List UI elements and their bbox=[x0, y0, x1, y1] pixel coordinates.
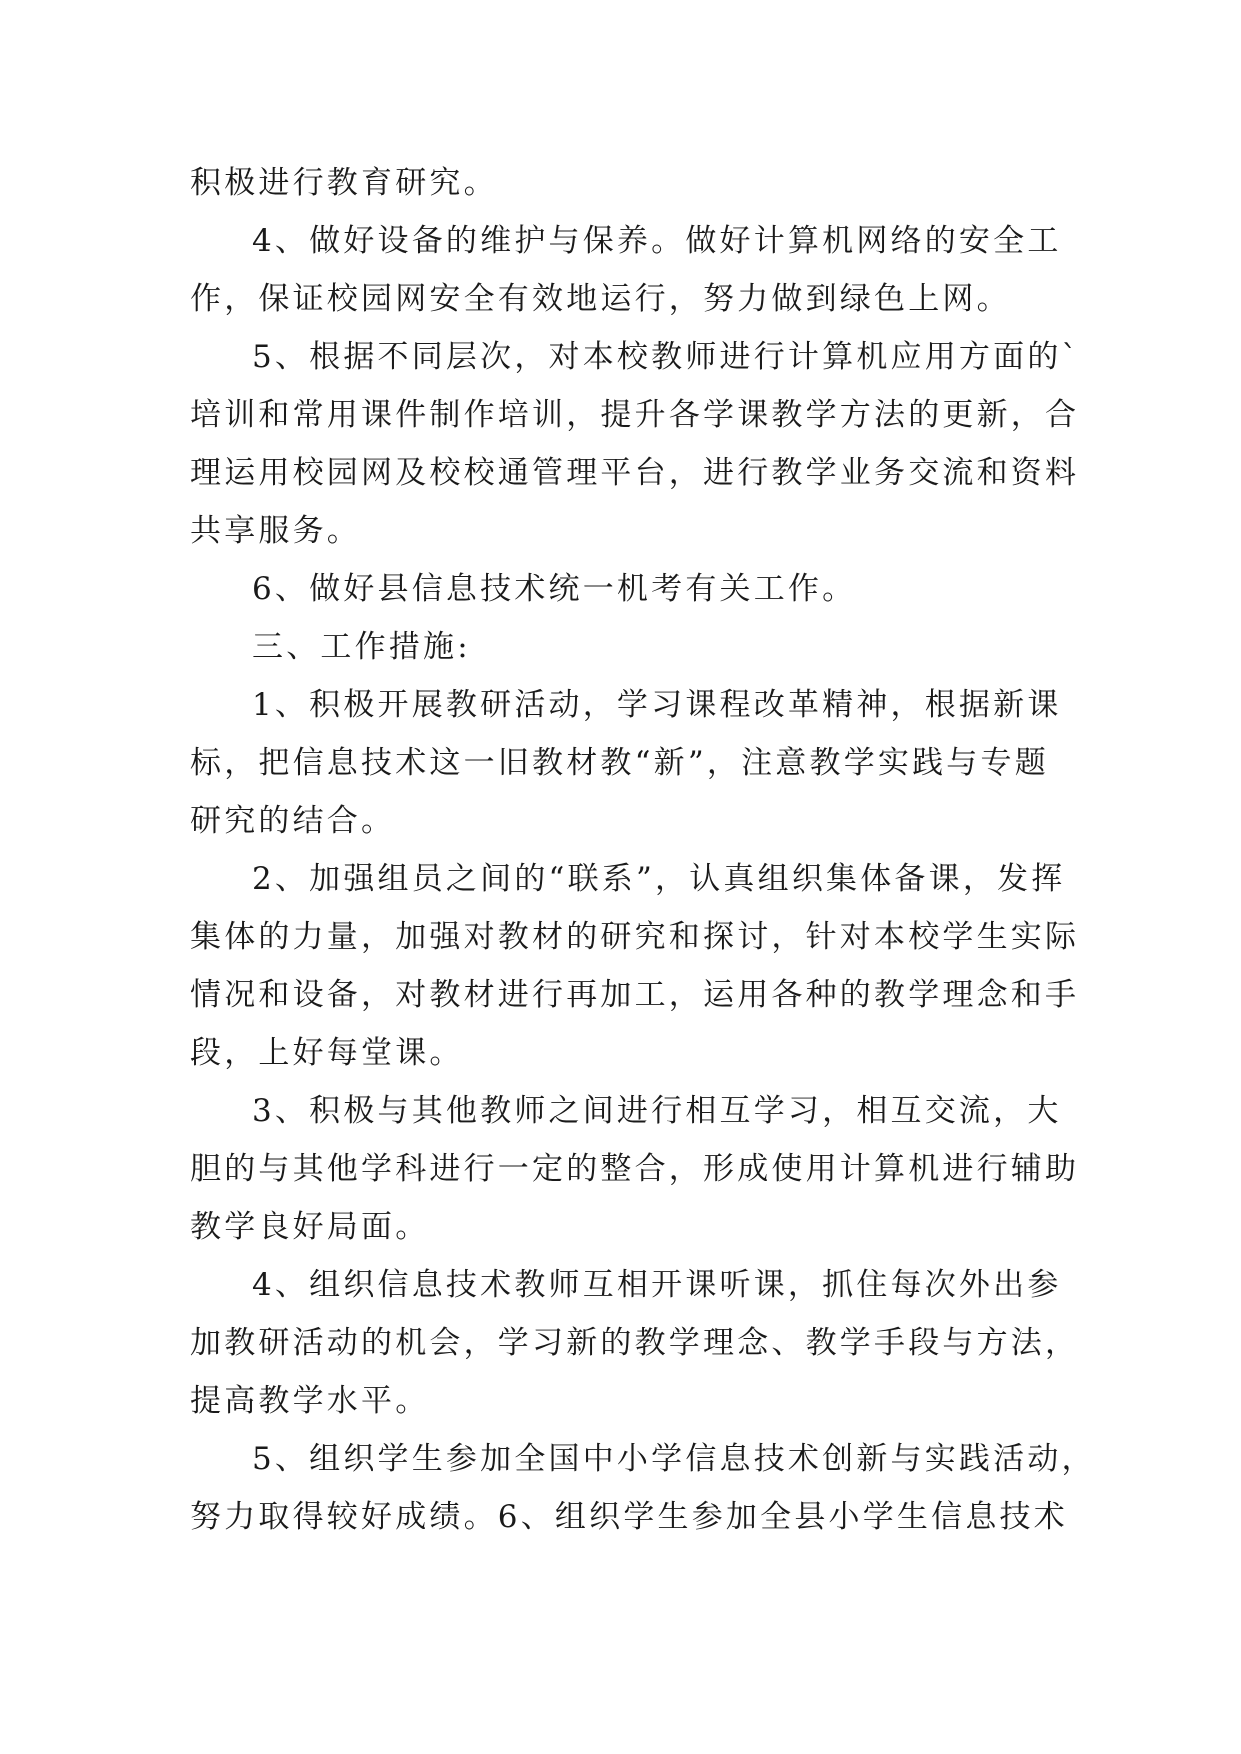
text-line: 5、组织学生参加全国中小学信息技术创新与实践活动， bbox=[252, 1441, 1096, 1477]
text-line: 研究的结合。 bbox=[190, 803, 396, 839]
text-line: 情况和设备，对教材进行再加工，运用各种的教学理念和手 bbox=[190, 977, 1080, 1013]
text-line: 培训和常用课件制作培训，提升各学课教学方法的更新，合 bbox=[190, 397, 1080, 433]
text-line: 3、积极与其他教师之间进行相互学习，相互交流，大 bbox=[252, 1093, 1062, 1129]
text-line: 作，保证校园网安全有效地运行，努力做到绿色上网。 bbox=[190, 281, 1011, 317]
text-line: 6、做好县信息技术统一机考有关工作。 bbox=[252, 571, 857, 607]
text-line: 共享服务。 bbox=[190, 513, 361, 549]
text-line: 加教研活动的机会，学习新的教学理念、教学手段与方法， bbox=[190, 1325, 1080, 1361]
text-line: 4、做好设备的维护与保养。做好计算机网络的安全工 bbox=[252, 223, 1062, 259]
text-line: 5、根据不同层次，对本校教师进行计算机应用方面的` bbox=[252, 339, 1081, 375]
text-line: 段，上好每堂课。 bbox=[190, 1035, 464, 1071]
text-line: 积极进行教育研究。 bbox=[190, 165, 498, 201]
text-line: 提高教学水平。 bbox=[190, 1383, 430, 1419]
body-text bbox=[190, 154, 1096, 1546]
text-line: 1、积极开展教研活动，学习课程改革精神，根据新课 bbox=[252, 687, 1062, 723]
text-line: 教学良好局面。 bbox=[190, 1209, 430, 1245]
text-line: 标，把信息技术这一旧教材教“新”，注意教学实践与专题 bbox=[190, 745, 1049, 781]
text-line: 努力取得较好成绩。6、组织学生参加全县小学生信息技术 bbox=[190, 1499, 1068, 1535]
text-line: 理运用校园网及校校通管理平台，进行教学业务交流和资料 bbox=[190, 455, 1080, 491]
text-line: 集体的力量，加强对教材的研究和探讨，针对本校学生实际 bbox=[190, 919, 1080, 955]
text-line: 胆的与其他学科进行一定的整合，形成使用计算机进行辅助 bbox=[190, 1151, 1080, 1187]
section-heading: 三、工作措施: bbox=[252, 629, 471, 665]
text-line: 2、加强组员之间的“联系”，认真组织集体备课，发挥 bbox=[252, 861, 1066, 897]
text-line: 4、组织信息技术教师互相开课听课，抓住每次外出参 bbox=[252, 1267, 1062, 1303]
